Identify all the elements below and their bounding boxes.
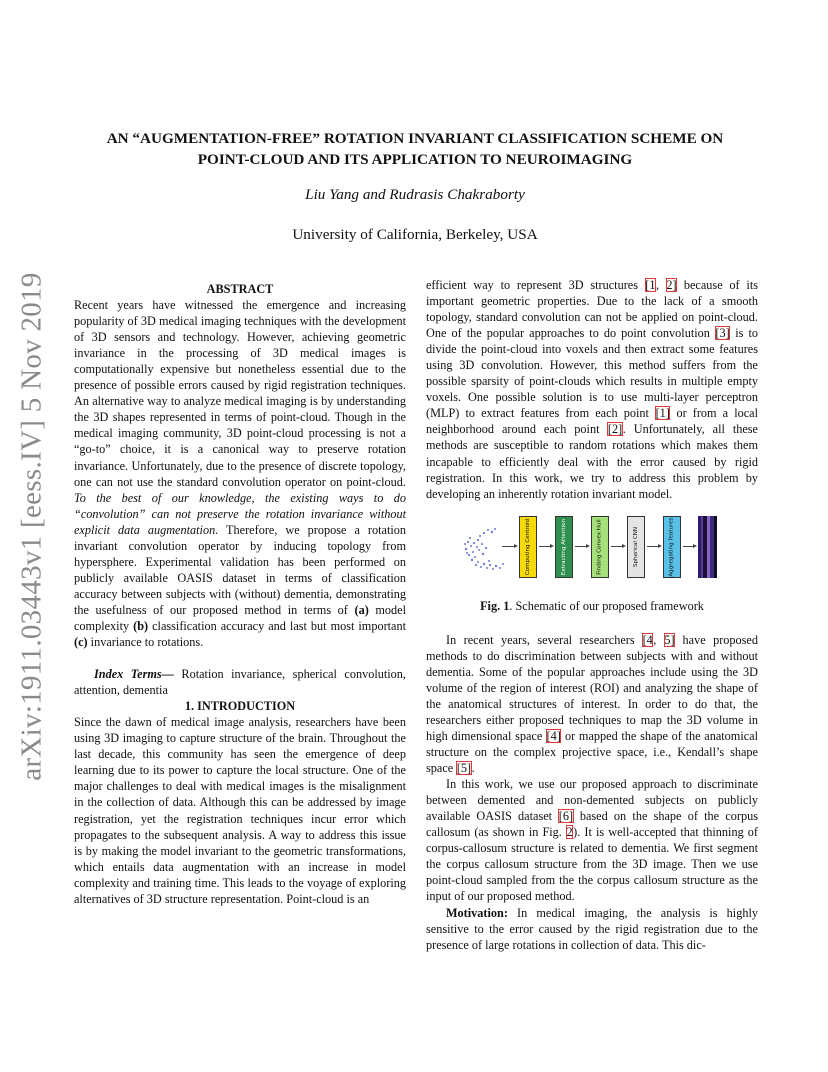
figure-label: Fig. 1 bbox=[480, 598, 510, 613]
introduction-paragraph: Since the dawn of medical image analysis, researchers have been using 3D imaging to capture structure of the brain. Throughout the last decade, this community has seen the emergence of deep learning due to its power to capture the local structure. One of the major challenges to deal with medical images is the misalignment in the collection of data. Although this can be addressed by image registration, yet the registration techniques incur error which propagates to the subsequent analysis. A way to address this issue is by making the model invariant to the geometric transformations, which entails data augmentation with an increase in model complexity and training time. This leads to the voyage of exploring alternatives of 3D structure representation. Point-cloud is an bbox=[74, 715, 406, 906]
abstract-text-4: classification accuracy and last but most important bbox=[152, 618, 407, 633]
output-feature-bars bbox=[698, 516, 718, 578]
figure-caption bbox=[426, 598, 758, 614]
abstract-italic: To the best of our knowledge, the existing ways to do “convolution” can not preserve the rotation invariance without explicit data augmentation. bbox=[74, 490, 406, 537]
citation-link[interactable]: 2] bbox=[666, 278, 677, 292]
citation-link[interactable]: [3] bbox=[715, 326, 730, 341]
figure-caption-text: . Schematic of our proposed framework bbox=[509, 598, 704, 613]
introduction-heading: 1. INTRODUCTION bbox=[184, 699, 296, 714]
citation-link[interactable]: [5] bbox=[456, 761, 472, 776]
citation-link[interactable]: [1 bbox=[645, 278, 656, 292]
citation-link[interactable]: [2] bbox=[607, 422, 623, 437]
right-paragraph-3: In this work, we use our proposed approach to discriminate between demented and non-demented subjects on publicly available OASIS dataset [6] based on the shape of the corpus callosum (as shown in Fig. 2). It is well-accepted that thinning of corpus-callosum structure is related to dementia. We first segment the corpus callosum structure from the 3D image. Then we use point-cloud sampled from the the corpus callosum structure as the input of our proposed method. bbox=[426, 777, 759, 904]
arrow-icon bbox=[539, 546, 552, 547]
citation-link[interactable]: [4 bbox=[642, 632, 653, 647]
block-extracting-attention: Extracting Attention bbox=[555, 516, 573, 578]
motivation-paragraph: Motivation: In medical imaging, the analysis is highly sensitive to the error caused by the rigid registration due to the presence of large rotations in collection of data. This dic- bbox=[426, 905, 758, 952]
abstract-body bbox=[74, 297, 406, 650]
abstract-text-1: Recent years have witnessed the emergence and increasing popularity of 3D medical imaging techniques with the development of 3D sensors and technology. However, achieving geometric invariance in the processing of 3D medical images is computationally expensive but nonetheless essential due to the presence of possible errors caused by rigid registration techniques. An alternative way to analyze medical imaging is by understanding the 3D shapes represented in terms of point-cloud. Though in the medical imaging community, 3D point-cloud processing is not a “go-to” choice, it is a canonical way to preserve rotation invariance. Unfortunately, due to the presence of discrete topology, one can not use the standard convolution operator on point-cloud. bbox=[74, 298, 406, 489]
motivation-label: Motivation: bbox=[446, 905, 508, 920]
figure-1-schematic bbox=[426, 514, 758, 592]
affiliation: University of California, Berkeley, USA bbox=[292, 226, 538, 243]
arrow-icon bbox=[611, 546, 624, 547]
block-aggregating-features: Aggregating features bbox=[663, 516, 681, 578]
abstract-heading: ABSTRACT bbox=[206, 282, 274, 296]
paper-title bbox=[70, 128, 760, 170]
arxiv-identifier-text: arXiv:1911.03443v1 [eess.IV] 5 Nov 2019 bbox=[15, 271, 48, 781]
abstract-bold-a: (a) bbox=[354, 602, 369, 617]
right-paragraph-1: efficient way to represent 3D structures [1, 2] because of its important geometric properties. Due to the lack of a smooth topology, standard convolution can not be applied on point-cloud. One of the popular approaches to do point convolution [3] is to divide the point-cloud into voxels and then extract some features using 3D convolution. However, this method suffers from the possible sparsity of point-clouds which results in multiple empty voxels. One possible solution is to use multi-layer perceptron (MLP) to extract features from each point [1] or from a local neighborhood around each point [2]. Unfortunately, all these methods are susceptible to random rotations which makes them incapable to efficiently deal with the error caused by rigid registration. In this work, we try to address this problem by developing an inherently rotation invariant model. bbox=[426, 278, 759, 501]
index-terms-label: Index Terms— bbox=[94, 667, 174, 682]
abstract-bold-b: (b) bbox=[133, 618, 149, 633]
right-paragraph-2: In recent years, several researchers [4, 5] have proposed methods to do discrimination between subjects with and without dementia. Some of the popular approaches include using the 3D volume of the region of interest (ROI) and analyzing the shape of the anatomical structures of interest. In order to do that, the researchers either proposed techniques to map the 3D volume in high dimensional space [4] or mapped the shape of the anatomical structure on the complex projective space, i.e., Kendall’s shape space [5]. bbox=[426, 632, 758, 776]
left-column bbox=[74, 281, 406, 907]
index-terms-text: Rotation invariance, spherical convolution, attention, dementia bbox=[74, 667, 406, 698]
abstract-text-2: Therefore, we propose a rotation invariant convolution operator by inducing topology from hypersphere. Experimental validation has been performed on publicly available OASIS dataset in terms of classification accuracy between subjects with (without) dementia, demonstrating the usefulness of our proposed method in terms of bbox=[74, 522, 406, 617]
block-finding-convex-hull: Finding Convex Hull bbox=[591, 516, 609, 578]
right-column bbox=[426, 277, 758, 953]
title-line-1: AN “AUGMENTATION-FREE” ROTATION INVARIANT CLASSIFICATION SCHEME ON bbox=[106, 130, 724, 147]
abstract-bold-c: (c) bbox=[74, 635, 88, 650]
block-computing-centroid: Computing Centroid bbox=[519, 516, 537, 578]
arxiv-identifier bbox=[10, 271, 54, 781]
citation-link[interactable]: [1] bbox=[655, 406, 670, 421]
figure-reference-link[interactable]: 2 bbox=[566, 825, 573, 840]
abstract-text-3: model complexity bbox=[74, 602, 406, 633]
abstract-text-5: invariance to rotations. bbox=[90, 635, 204, 650]
arrow-icon bbox=[575, 546, 588, 547]
authors: Liu Yang and Rudrasis Chakraborty bbox=[305, 186, 525, 203]
point-cloud-image bbox=[460, 524, 518, 576]
title-line-2: POINT-CLOUD AND ITS APPLICATION TO NEUROIMAGING bbox=[197, 151, 633, 168]
arrow-icon bbox=[683, 546, 695, 547]
citation-link[interactable]: [4] bbox=[546, 728, 561, 743]
citation-link[interactable]: [6] bbox=[558, 809, 574, 824]
block-spherical-cnn: Spherical CNN bbox=[627, 516, 645, 578]
citation-link[interactable]: 5] bbox=[664, 632, 675, 647]
arrow-icon bbox=[502, 546, 516, 547]
index-terms bbox=[74, 666, 406, 698]
arrow-icon bbox=[647, 546, 660, 547]
